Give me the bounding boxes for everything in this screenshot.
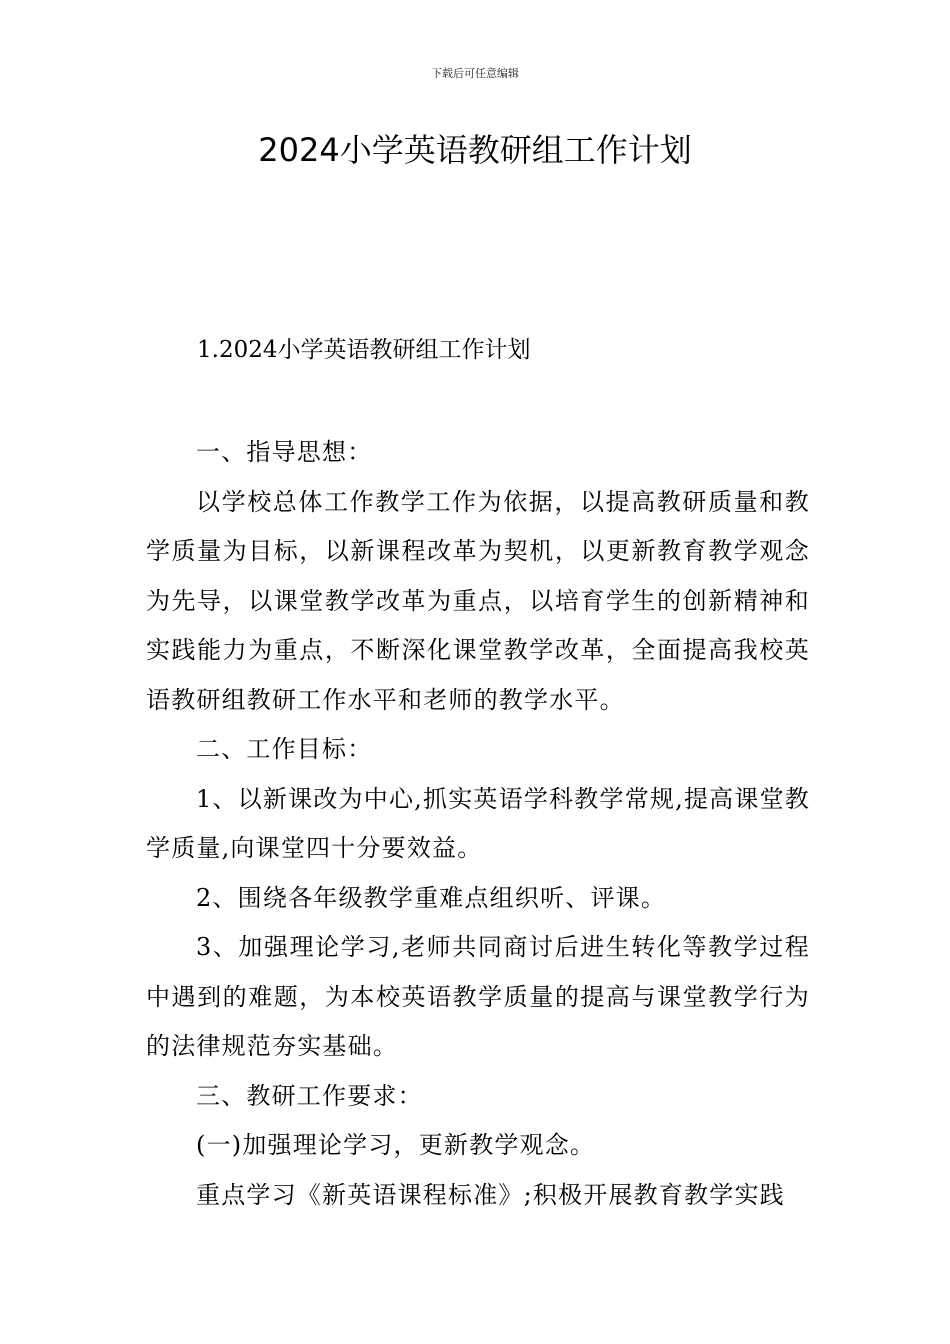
paragraph-theory-study: 重点学习《新英语课程标准》;积极开展教育教学实践 xyxy=(196,1180,785,1209)
document-body xyxy=(146,428,810,1220)
heading-guiding-ideology: 一、指导思想： xyxy=(196,438,373,466)
paragraph-goal-1: 1、以新课改为中心,抓实英语学科教学常规,提高课堂教学质量,向课堂四十分要效益。 xyxy=(146,784,810,862)
subheading-theory-study: (一)加强理论学习，更新教学观念。 xyxy=(196,1131,596,1159)
document-title: 2024小学英语教研组工作计划 xyxy=(258,131,692,169)
paragraph-guiding-ideology: 以学校总体工作教学工作为依据，以提高教研质量和教学质量为目标，以新课程改革为契机，以更新教育教学观念为先导，以课堂教学改革为重点，以培育学生的创新精神和实践能力为重点，不断深化课堂教学改革，全面提高我校英语教研组教研工作水平和老师的教学水平。 xyxy=(146,487,810,714)
heading-research-requirements: 三、教研工作要求： xyxy=(196,1081,423,1110)
section-title: 1.2024小学英语教研组工作计划 xyxy=(197,337,531,363)
heading-work-goals: 二、工作目标： xyxy=(196,735,373,763)
paragraph-goal-2: 2、围绕各年级教学重难点组织听、评课。 xyxy=(196,883,667,912)
header-note: 下载后可任意编辑 xyxy=(431,67,519,80)
paragraph-goal-3: 3、加强理论学习,老师共同商讨后进生转化等教学过程中遇到的难题，为本校英语教学质量的提高与课堂教学行为的法律规范夯实基础。 xyxy=(146,933,810,1060)
